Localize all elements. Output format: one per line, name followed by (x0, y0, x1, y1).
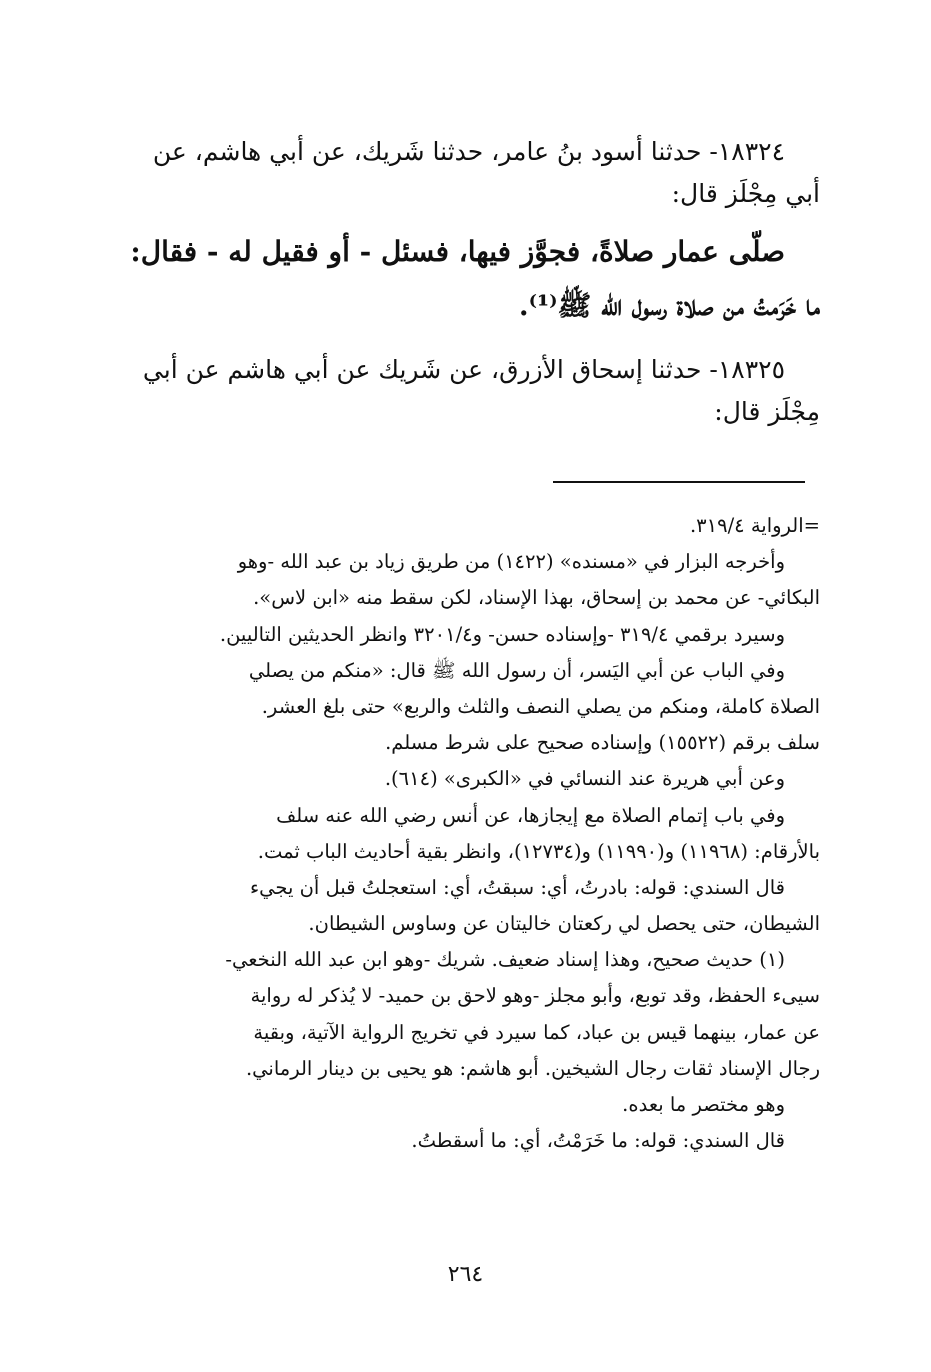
footnote-line: =الرواية ٣١٩/٤. (689, 514, 820, 537)
footnote-line: بالأرقام: (١١٩٦٨) و(١١٩٩٠) و(١٢٧٣٤)، وانظر بقية أحاديث الباب ثمت. (257, 839, 820, 863)
text-line: ما خَرَمتُ من صلاة رسول الله ﷺ⁽¹⁾. (518, 289, 820, 322)
footnote-separator (553, 481, 805, 483)
footnote-line: وأخرجه البزار في «مسنده» (١٤٢٢) من طريق زياد بن عبد الله -وهو (237, 550, 785, 574)
text-line: أبي مِجْلَز قال: (671, 179, 820, 208)
footnotes (95, 508, 820, 1159)
footnote-line: سلف برقم (١٥٥٢٢) وإسناده صحيح على شرط مسلم. (385, 731, 820, 755)
footnote-line: وفي الباب عن أبي اليَسر، أن رسول الله ﷺ قال: «منكم من يصلي (248, 658, 785, 682)
footnote-line: البكائي- عن محمد بن إسحاق، بهذا الإسناد، لكن سقط منه «ابن لاس». (253, 586, 820, 610)
footnote-line: قال السندي: قوله: ما خَرَمْتُ، أي: ما أسقطتُ. (411, 1129, 785, 1153)
text-line: مِجْلَز قال: (714, 397, 820, 426)
footnote-line: الشيطان، حتى يحصل لي ركعتان خاليتان عن وساوس الشيطان. (308, 912, 820, 936)
footnote-line: رجال الإسناد ثقات رجال الشيخين. أبو هاشم: هو يحيى بن دينار الرماني. (245, 1056, 820, 1080)
footnote-line: الصلاة كاملة، ومنكم من يصلي النصف والثلث والربع» حتى بلغ العشر. (261, 694, 820, 718)
footnote-line: قال السندي: قوله: بادرتُ، أي: سبقتُ، أي: استعجلتُ قبل أن يجيء (249, 875, 785, 899)
text-line: صلّى عمار صلاةً، فجوَّز فيها، فسئل - أو فقيل له - فقال: (130, 235, 785, 268)
hadith-18324-isnad (95, 131, 820, 215)
footnote-line: وفي باب إتمام الصلاة مع إيجازها، عن أنس رضي الله عنه سلف (276, 803, 785, 827)
footnote-line: سيىء الحفظ، وقد توبع، وأبو مجلز -وهو لاحق بن حميد- لا يُذكر له رواية (250, 984, 820, 1008)
page-number: ٢٦٤ (447, 1262, 484, 1287)
footnote-line: وهو مختصر ما بعده. (622, 1093, 785, 1116)
hadith-18325-isnad (95, 349, 820, 433)
footnote-line: (١) حديث صحيح، وهذا إسناد ضعيف. شريك -وهو ابن عبد الله النخعي- (225, 948, 785, 972)
text-line: ١٨٣٢٤- حدثنا أسود بنُ عامر، حدثنا شَريك، عن أبي هاشم، عن (152, 137, 785, 166)
footnote-line: وعن أبي هريرة عند النسائي في «الكبرى» (٦١٤). (384, 767, 785, 791)
footnote-line: عن عمار، بينهما قيس بن عباد، كما سيرد في تخريج الرواية الآتية، وبقية (253, 1020, 820, 1044)
hadith-18324-matn (95, 225, 820, 333)
text-line: ١٨٣٢٥- حدثنا إسحاق الأزرق، عن شَريك عن أبي هاشم عن أبي (142, 355, 785, 384)
footnote-line: وسيرد برقمي ٣١٩/٤ -وإسناده حسن- و٣٢٠١/٤ وانظر الحديثين التاليين. (219, 622, 785, 646)
